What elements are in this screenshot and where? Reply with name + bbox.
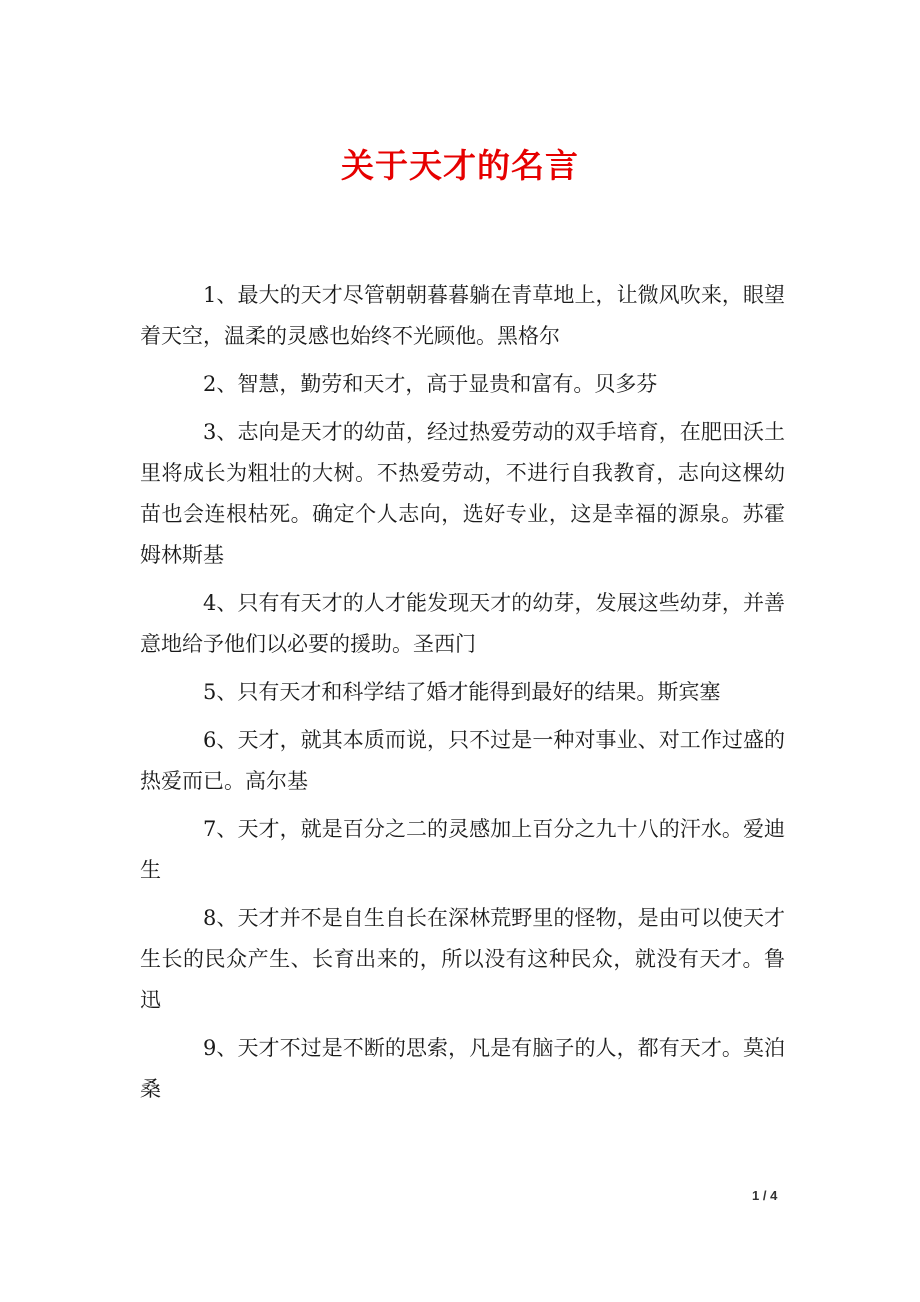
- quote-paragraph: 2、智慧，勤劳和天才，高于显贵和富有。贝多芬: [203, 372, 658, 396]
- quote-list: [140, 275, 785, 1117]
- page-number: 1 / 4: [752, 1188, 778, 1203]
- quote-paragraph: 3、志向是天才的幼苗，经过热爱劳动的双手培育，在肥田沃土里将成长为粗壮的大树。不热爱劳动，不进行自我教育，志向这棵幼苗也会连根枯死。确定个人志向，选好专业，这是幸福的源泉。苏霍姆林斯基: [140, 420, 785, 567]
- quote-paragraph: 8、天才并不是自生自长在深林荒野里的怪物，是由可以使天才生长的民众产生、长育出来的，所以没有这种民众，就没有天才。鲁迅: [140, 906, 785, 1012]
- quote-paragraph: 9、天才不过是不断的思索，凡是有脑子的人，都有天才。莫泊桑: [140, 1036, 785, 1101]
- document-title: 关于天才的名言: [341, 146, 579, 185]
- quote-paragraph: 7、天才，就是百分之二的灵感加上百分之九十八的汗水。爱迪生: [140, 817, 785, 882]
- quote-paragraph: 6、天才，就其本质而说，只不过是一种对事业、对工作过盛的热爱而已。高尔基: [140, 728, 785, 793]
- quote-paragraph: 4、只有有天才的人才能发现天才的幼芽，发展这些幼芽，并善意地给予他们以必要的援助。圣西门: [140, 591, 785, 656]
- quote-paragraph: 1、最大的天才尽管朝朝暮暮躺在青草地上，让微风吹来，眼望着天空，温柔的灵感也始终不光顾他。黑格尔: [140, 283, 785, 348]
- quote-paragraph: 5、只有天才和科学结了婚才能得到最好的结果。斯宾塞: [203, 680, 721, 704]
